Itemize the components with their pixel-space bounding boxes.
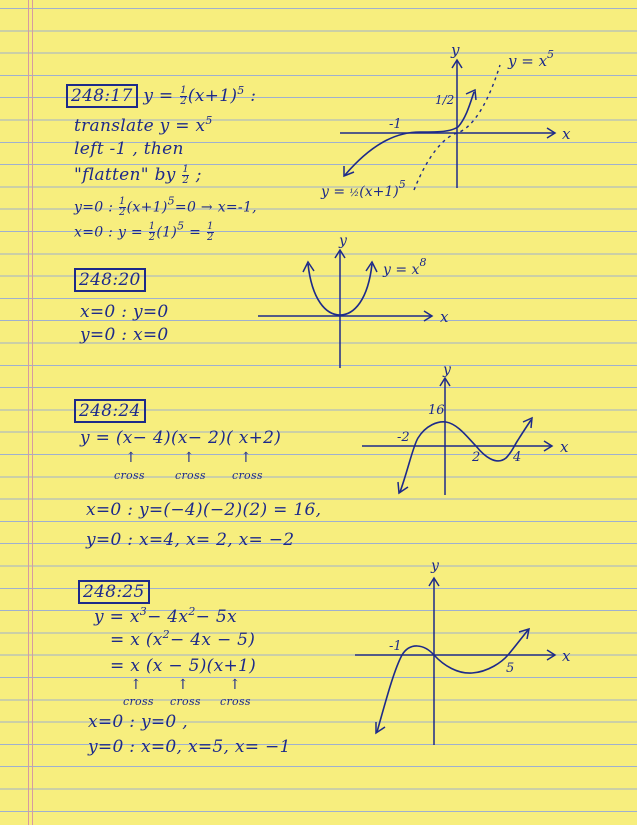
fraction-half: $\frac{1}{2}$: [180, 85, 187, 107]
p25-cross-1: cross: [123, 695, 154, 708]
p24-line4: y=0 : x=4, x= 2, x= −2: [86, 530, 295, 550]
p24-header: [74, 401, 146, 421]
p20-header: [74, 270, 146, 290]
arrow-head-icon: [547, 128, 555, 138]
p17-neg1-label: -1: [389, 117, 402, 132]
p25-five-label: 5: [506, 661, 515, 676]
p17-label: 248:17: [66, 84, 138, 108]
p25-y-label: y: [431, 558, 439, 574]
p17-low-label: $y = \frac{1}{2}(x+1)^5$: [321, 178, 406, 200]
p24-equation: y = (x− 4)(x− 2)( x+2): [80, 428, 282, 448]
p17-curve-base: [414, 65, 500, 190]
p24-neg2-label: -2: [397, 430, 410, 445]
p25-label: 248:25: [78, 580, 150, 604]
p25-line5: x=0 : y=0 ,: [88, 712, 188, 732]
p25-x-label: x: [562, 647, 571, 665]
p25-cross-2: cross: [170, 695, 201, 708]
p24-arrow-2: ↑: [183, 450, 196, 466]
p25-line2: = x $(x^2- 4x - 5)$: [110, 628, 256, 650]
p24-cross-1: cross: [114, 469, 145, 482]
p24-curve: [400, 420, 531, 492]
p25-line6: y=0 : x=0, x=5, x= −1: [88, 737, 291, 757]
p24-cross-2: cross: [175, 469, 206, 482]
p20-line1: x=0 : y=0: [80, 302, 169, 322]
p24-y-label: y: [443, 362, 451, 378]
p24-two-label: 2: [472, 450, 481, 465]
p25-line3: = x (x − 5)(x+1): [110, 656, 257, 676]
p24-arrow-3: ↑: [240, 450, 253, 466]
p17-equation: [66, 86, 256, 107]
p24-line3: x=0 : y=(−4)(−2)(2) = 16,: [86, 500, 322, 520]
p17-line6: x=0 : y = $\frac{1}{2}$ $(1)^5$ = $\frac{1}{2}$: [74, 219, 214, 243]
p24-label: 248:24: [74, 399, 146, 423]
p17-line2: translate $y = x^5$: [74, 114, 213, 136]
p25-curve: [377, 630, 528, 732]
p20-line2: y=0 : x=0: [80, 325, 169, 345]
p17-eq-lhs: y =: [143, 86, 180, 106]
p17-line3: left -1 , then: [74, 139, 184, 159]
p25-arrow-2: ↑: [177, 677, 190, 693]
margin-line: [32, 0, 33, 825]
p24-x-label: x: [560, 438, 569, 456]
p17-eq-exp: 5: [237, 84, 245, 97]
p17-curve-label: $y = x^5$: [508, 48, 555, 70]
p17-half-label: 1/2: [435, 93, 455, 107]
arrow-head-icon: [466, 90, 476, 100]
p17-eq-rhs: (x+1): [187, 86, 238, 106]
p24-y-int-label: 16: [428, 403, 445, 418]
p17-line5: y=0 : $\frac{1}{2}$ $(x+1)^5=0 \to x=-1$,: [74, 194, 257, 218]
p24-arrow-1: ↑: [125, 450, 138, 466]
p20-label: 248:20: [74, 268, 146, 292]
p17-x-label: x: [562, 125, 571, 143]
p20-y-label: y: [339, 233, 347, 249]
margin-line: [28, 0, 29, 825]
p20-curve: [308, 264, 372, 315]
arrow-head-icon: [452, 60, 462, 68]
p17-curve-shifted: [345, 92, 474, 175]
p25-line1: $y = x^3- 4x^2- 5x$: [94, 605, 237, 627]
p24-four-label: 4: [513, 450, 522, 465]
p17-line4: "flatten" by $\frac{1}{2}$ ;: [74, 164, 202, 186]
p25-header: [78, 582, 150, 602]
p25-cross-3: cross: [220, 695, 251, 708]
p20-curve-label: $y = x^8$: [383, 256, 427, 278]
p20-x-label: x: [440, 308, 449, 326]
arrow-head-icon: [344, 166, 354, 176]
p25-neg1-label: -1: [389, 639, 402, 654]
p25-arrow-3: ↑: [229, 677, 242, 693]
p17-eq-tail: :: [244, 86, 257, 106]
p24-cross-3: cross: [232, 469, 263, 482]
p25-arrow-1: ↑: [130, 677, 143, 693]
p17-y-label: y: [451, 41, 460, 59]
